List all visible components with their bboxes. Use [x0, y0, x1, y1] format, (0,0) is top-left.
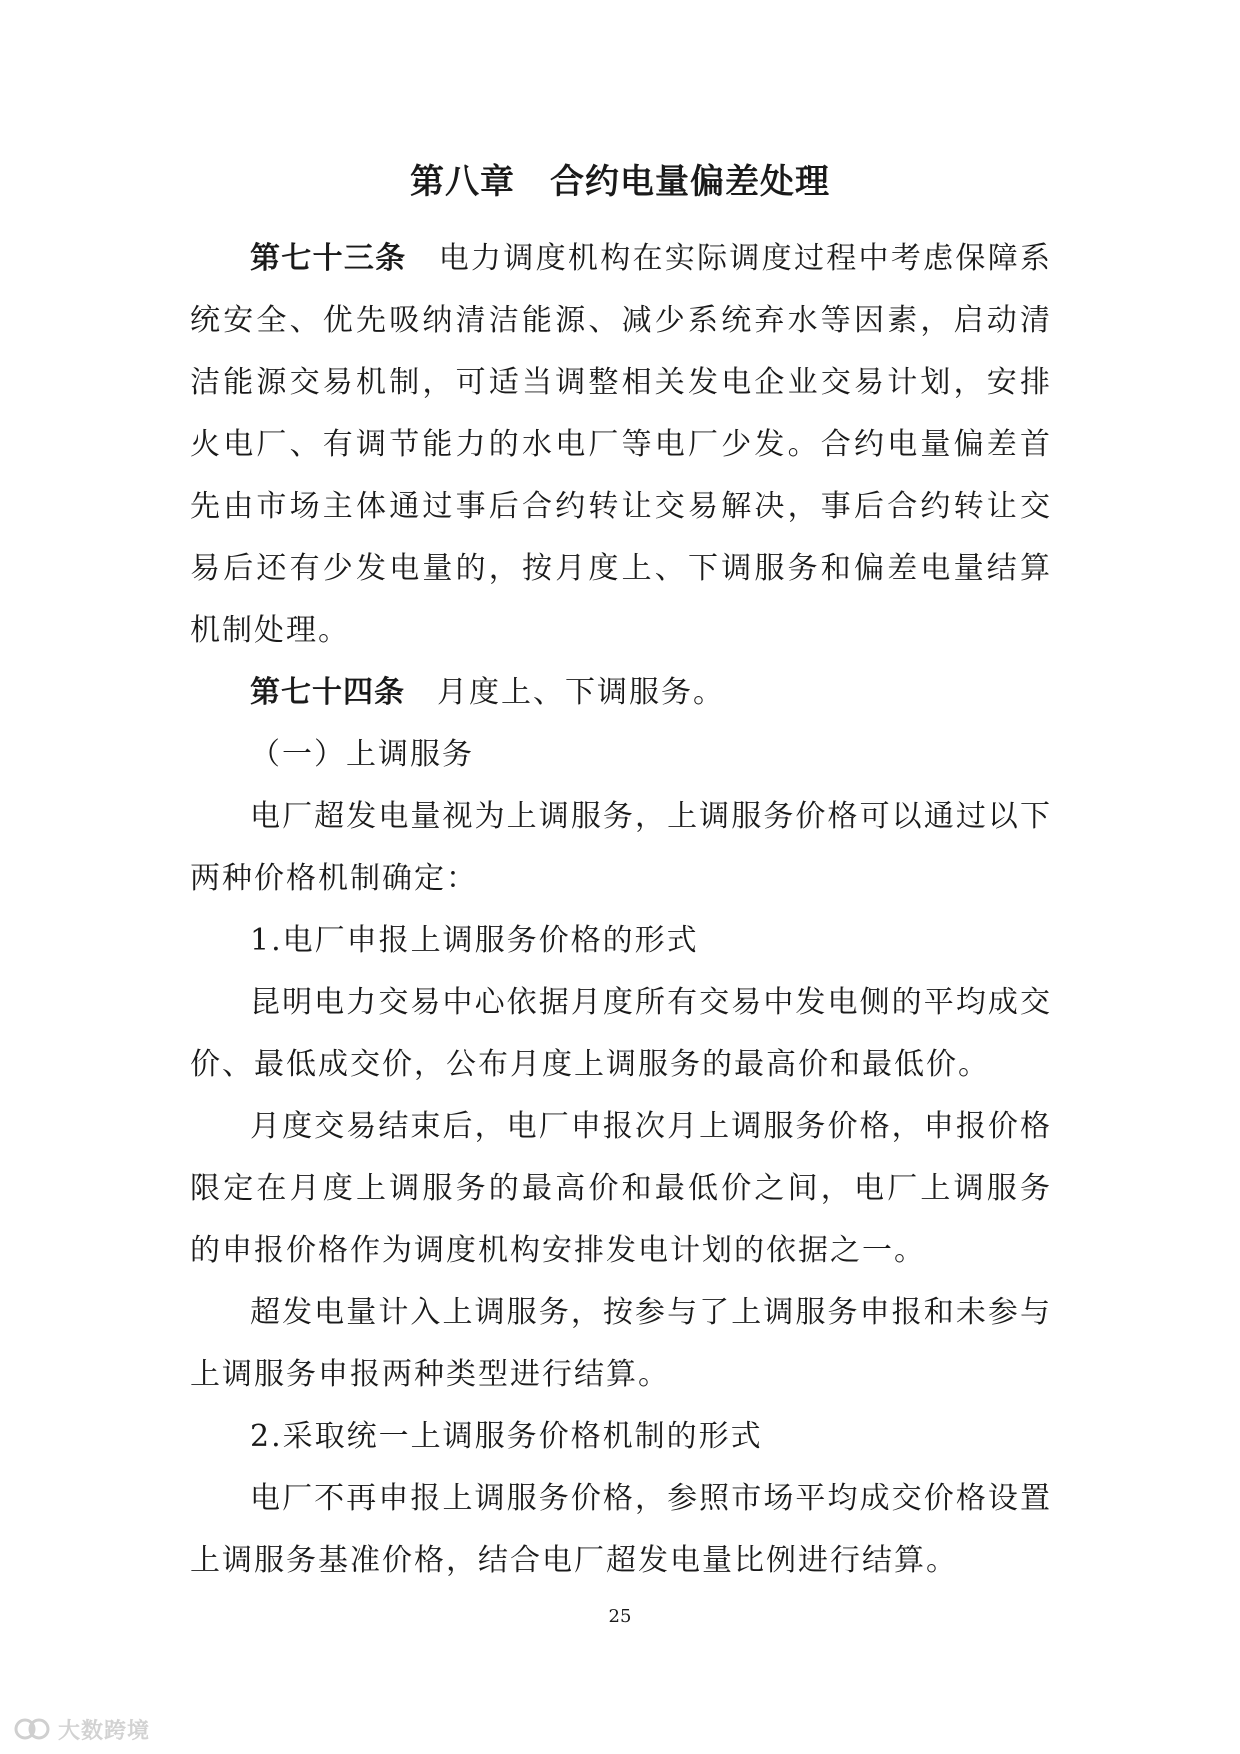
body-paragraph: 月度交易结束后，电厂申报次月上调服务价格，申报价格限定在月度上调服务的最高价和最低价之间，电厂上调服务的申报价格作为调度机构安排发电计划的依据之一。 — [190, 1109, 1052, 1268]
article-heading: 第七十三条 — [250, 241, 407, 276]
watermark — [12, 1712, 150, 1746]
list-item-heading: 2.采取统一上调服务价格机制的形式 — [250, 1419, 763, 1454]
article-heading: 第七十四条 — [250, 675, 405, 710]
body-paragraph: 超发电量计入上调服务，按参与了上调服务申报和未参与上调服务申报两种类型进行结算。 — [190, 1295, 1052, 1392]
list-item-heading: 1.电厂申报上调服务价格的形式 — [250, 923, 699, 958]
article-73-paragraph — [190, 228, 1052, 662]
body-paragraph: 电厂超发电量视为上调服务，上调服务价格可以通过以下两种价格机制确定： — [190, 799, 1052, 896]
article-74-paragraph — [190, 662, 1052, 724]
watermark-text: 大数跨境 — [58, 1718, 151, 1744]
article-text: 月度上、下调服务。 — [437, 675, 725, 710]
body-paragraph: 电厂不再申报上调服务价格，参照市场平均成交价格设置上调服务基准价格，结合电厂超发电量比例进行结算。 — [190, 1481, 1052, 1578]
chapter-title: 第八章 合约电量偏差处理 — [410, 162, 830, 202]
body-paragraph: 昆明电力交易中心依据月度所有交易中发电侧的平均成交价、最低成交价，公布月度上调服务的最高价和最低价。 — [190, 985, 1052, 1082]
article-text: 电力调度机构在实际调度过程中考虑保障系统安全、优先吸纳清洁能源、减少系统弃水等因素，启动清洁能源交易机制，可适当调整相关发电企业交易计划，安排火电厂、有调节能力的水电厂等电厂少发。合约电量偏差首先由市场主体通过事后合约转让交易解决，事后合约转让交易后还有少发电量的，按月度上、下调服务和偏差电量结算机制处理。 — [190, 241, 1053, 648]
section-heading: （一）上调服务 — [250, 737, 474, 772]
document-body — [190, 228, 1052, 1592]
brand-logo-icon — [12, 1716, 52, 1742]
page-number: 25 — [608, 1606, 632, 1627]
